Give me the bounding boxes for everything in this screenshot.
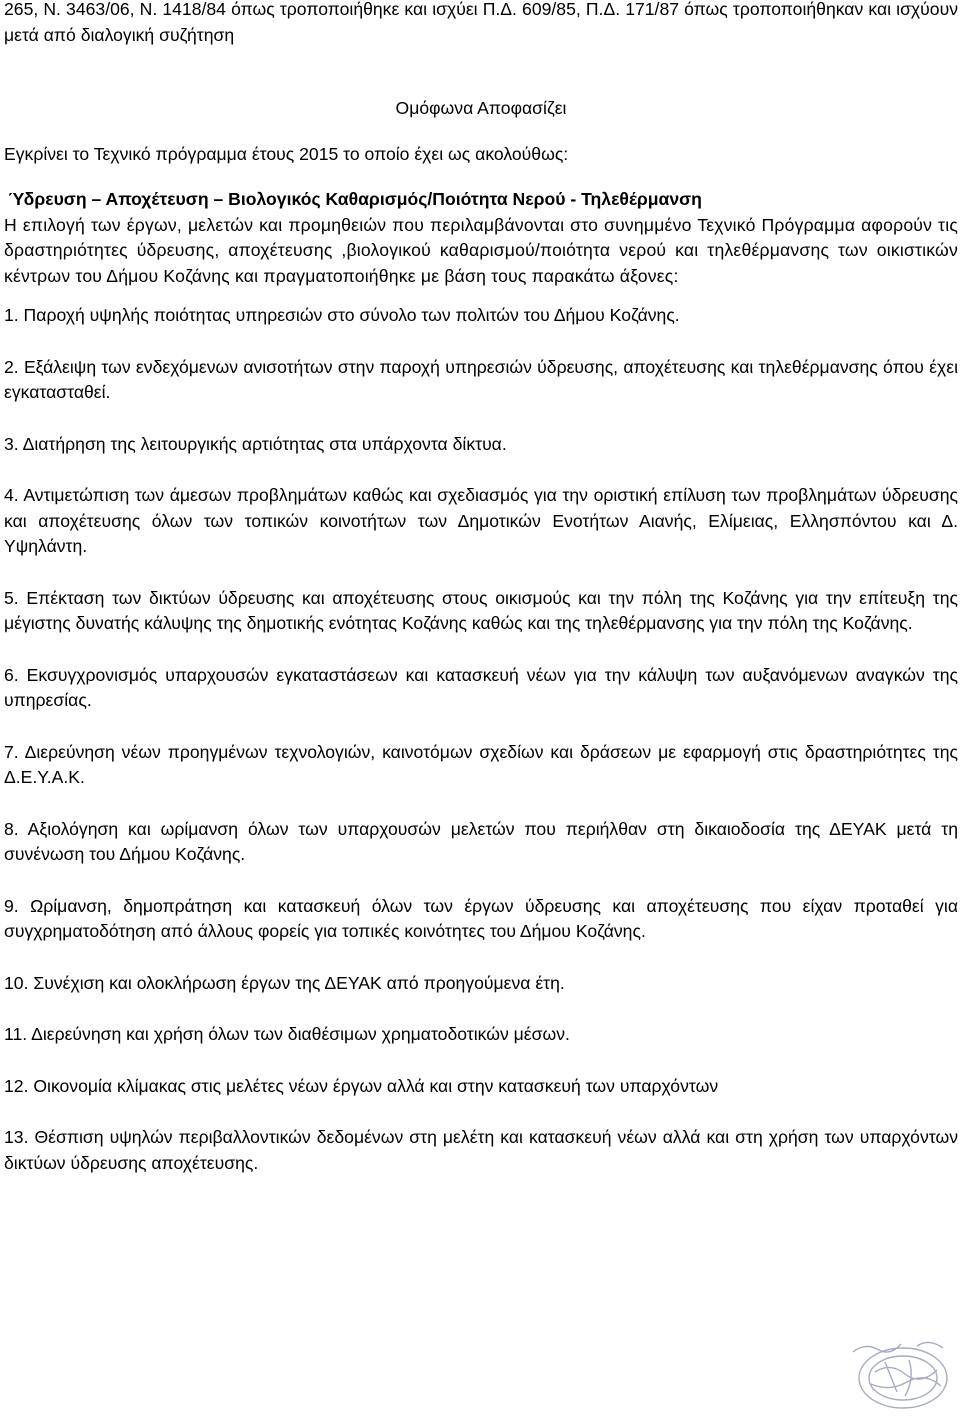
seal-stamp-icon (845, 1332, 957, 1416)
list-item: 13. Θέσπιση υψηλών περιβαλλοντικών δεδομένων στη μελέτη και κατασκευή νέων αλλά και στη χρήση των υπαρχόντων δικτύων ύδρευσης αποχέτευσης. (4, 1127, 958, 1173)
list-item: 11. Διερεύνηση και χρήση όλων των διαθέσιμων χρηματοδοτικών μέσων. (4, 1024, 570, 1044)
resolution-line: Ομόφωνα Αποφασίζει (395, 98, 567, 118)
list-item: 10. Συνέχιση και ολοκλήρωση έργων της ΔΕΥΑΚ από προηγούμενα έτη. (4, 972, 565, 993)
list-item: 8. Αξιολόγηση και ωρίμανση όλων των υπαρχουσών μελετών που περιήλθαν στη δικαιοδοσία της ΔΕΥΑΚ μετά τη συνένωση του Δήμου Κοζάνης. (4, 818, 958, 864)
section-heading: Ύδρευση – Αποχέτευση – Βιολογικός Καθαρισμός/Ποιότητα Νερού - Τηλεθέρμανση (8, 189, 702, 209)
approval-line: Εγκρίνει το Τεχνικό πρόγραμμα έτους 2015 το οποίο έχει ως ακολούθως: (4, 143, 569, 164)
list-item: 4. Αντιμετώπιση των άμεσων προβλημάτων καθώς και σχεδιασμός για την οριστική επίλυση των προβλημάτων ύδρευσης και αποχέτευσης όλων των τοπικών κοινοτήτων των Δημοτικών Ενοτήτων Αιανής, Ελίμειας, Ελλησπόντου και Δ. Υψηλάντη. (4, 485, 958, 556)
list-item: 7. Διερεύνηση νέων προηγμένων τεχνολογιών, καινοτόμων σχεδίων και δράσεων με εφαρμογή στις δραστηριότητες της Δ.Ε.Υ.Α.Κ. (4, 741, 958, 787)
list-item: 1. Παροχή υψηλής ποιότητας υπηρεσιών στο σύνολο των πολιτών του Δήμου Κοζάνης. (4, 305, 680, 325)
document-page (4, 0, 958, 1176)
list-item: 5. Επέκταση των δικτύων ύδρευσης και αποχέτευσης στους οικισμούς και την πόλη της Κοζάνης για την επίτευξη της μέγιστης δυνατής κάλυψης της δημοτικής ενότητας Κοζάνης καθώς και της τηλεθέρμανσης για την πόλη της Κοζάνης. (4, 587, 958, 633)
list-item: 6. Εκσυγχρονισμός υπαρχουσών εγκαταστάσεων και κατασκευή νέων για την κάλυψη των αυξανόμενων αναγκών της υπηρεσίας. (4, 664, 958, 710)
intro-paragraph: 265, Ν. 3463/06, Ν. 1418/84 όπως τροποποιήθηκε και ισχύει Π.Δ. 609/85, Π.Δ. 171/87 όπως τροποποιήθηκαν και ισχύουν μετά από διαλογική συζήτηση (4, 0, 958, 45)
list-item: 3. Διατήρηση της λειτουργικής αρτιότητας στα υπάρχοντα δίκτυα. (4, 433, 507, 454)
list-item: 9. Ωρίμανση, δημοπράτηση και κατασκευή όλων των έργων ύδρευσης και αποχέτευσης που είχαν προταθεί για συγχρηματοδότηση από άλλους φορείς για τοπικές κοινότητες του Δήμου Κοζάνης. (4, 895, 958, 941)
axes-intro-paragraph: Η επιλογή των έργων, μελετών και προμηθειών που περιλαμβάνονται στο συνημμένο Τεχνικό Πρόγραμμα αφορούν τις δραστηριότητες ύδρευσης, αποχέτευσης ,βιολογικού καθαρισμού/ποιότητα νερού και τηλεθέρμανσης των οικιστικών κέντρων του Δήμου Κοζάνης και πραγματοποιήθηκε με βάση τους παρακάτω άξονες: (4, 214, 958, 286)
list-item: 2. Εξάλειψη των ενδεχόμενων ανισοτήτων στην παροχή υπηρεσιών ύδρευσης, αποχέτευσης και τηλεθέρμανσης όπου έχει εγκατασταθεί. (4, 356, 958, 402)
list-item: 12. Οικονομία κλίμακας στις μελέτες νέων έργων αλλά και στην κατασκευή των υπαρχόντων (4, 1075, 719, 1096)
